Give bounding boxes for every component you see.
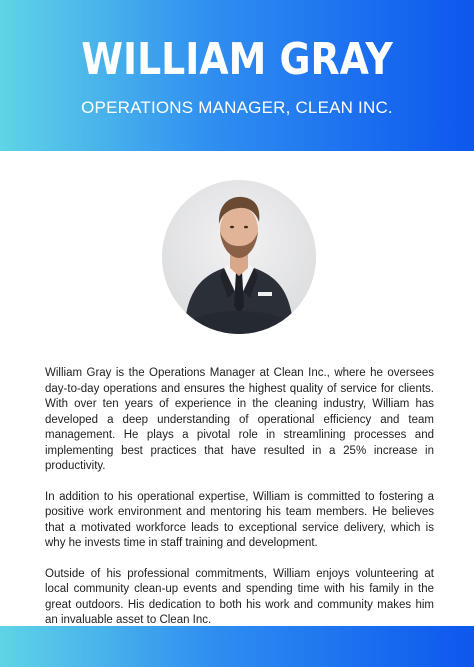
bio-paragraph-1: William Gray is the Operations Manager at Clean Inc., where he oversees day-to-day operations and ensures the highest quality of service for clients. With over ten years of experience in the cleaning industry, William has developed a deep understanding of operational efficiency and team management. He plays a pivotal role in streamlining processes and implementing best practices that have resulted in a 25% increase in productivity. xyxy=(45,367,434,472)
person-portrait-icon xyxy=(162,180,316,334)
person-name: WILLIAM GRAY xyxy=(81,34,393,85)
footer-banner xyxy=(0,626,474,667)
bio-paragraph-2: In addition to his operational expertise, William is committed to fostering a positive work environment and mentoring his team members. He believes that a motivated workforce leads to exceptional service delivery, which is why he invests time in staff training and development. xyxy=(45,490,434,549)
bio-paragraph-3: Outside of his professional commitments, William enjoys volunteering at local community clean-up events and spending time with his family in the great outdoors. His dedication to both his work and community makes him an invaluable asset to Clean Inc. xyxy=(45,567,434,626)
job-title: OPERATIONS MANAGER, CLEAN INC. xyxy=(81,98,393,117)
bio-section xyxy=(45,366,434,644)
profile-photo xyxy=(162,180,316,334)
header-banner xyxy=(0,0,474,151)
